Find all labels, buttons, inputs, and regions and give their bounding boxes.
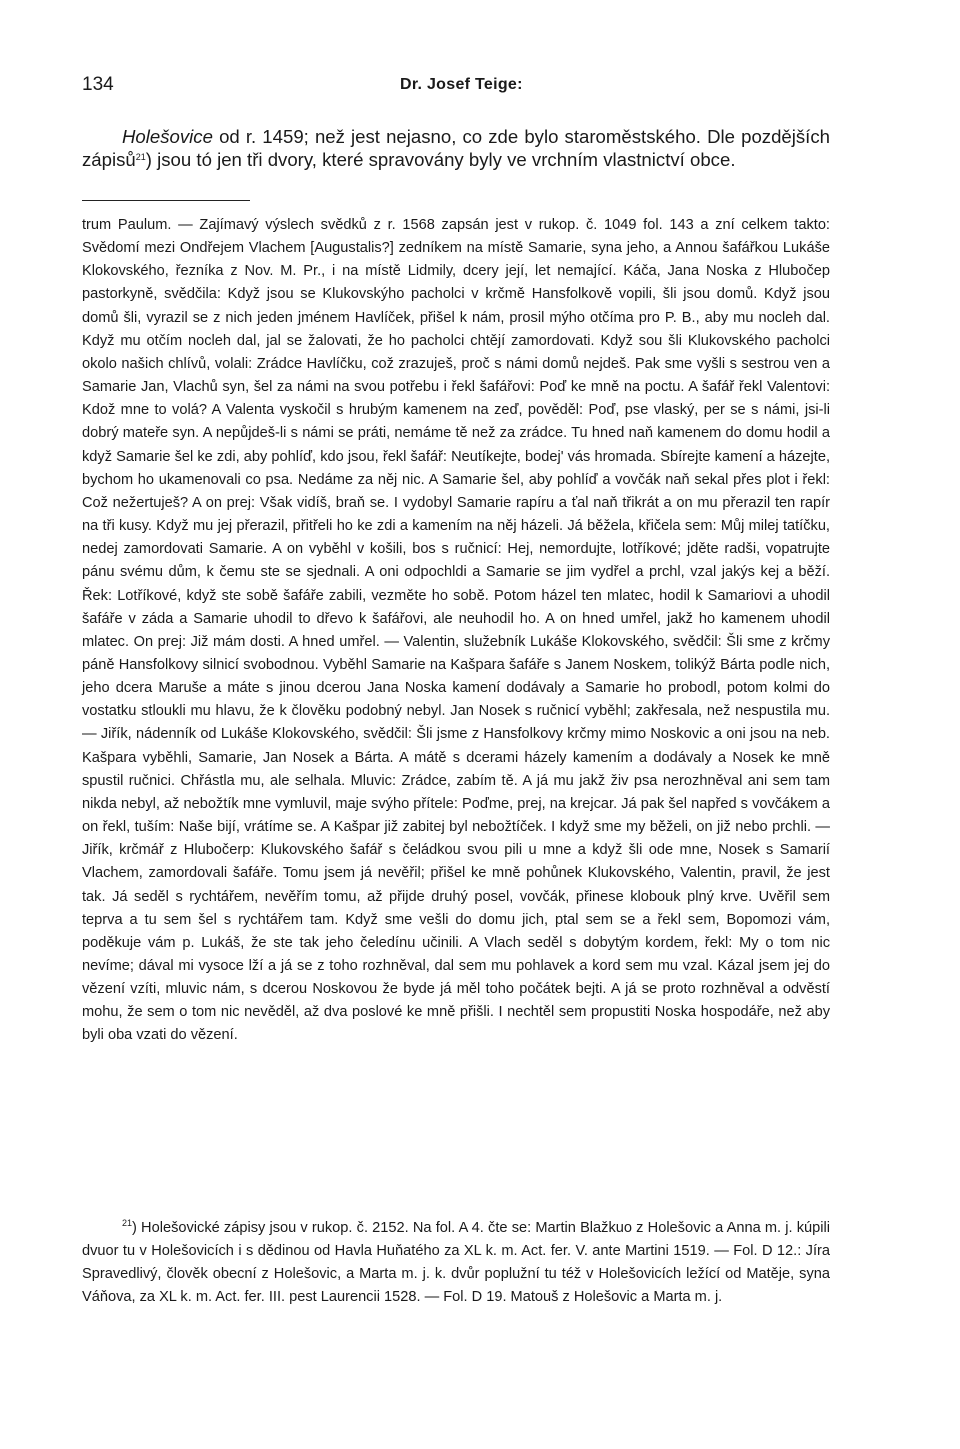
intro-text-before-note: od r. 1459; než jest nejasno, co zde bylo staroměstského. Dle pozdějších zápisů	[82, 126, 830, 170]
footnote-21	[82, 1217, 830, 1310]
running-head: Dr. Josef Teige:	[400, 76, 523, 93]
footnote-separator-rule	[82, 200, 250, 201]
footnote-text: ) Holešovické zápisy jsou v rukop. č. 2152. Na fol. A 4. čte se: Martin Blažkuo z Holešovic a Anna m. j. kúpili dvuor tu v Holešovicích i s dědinou od Havla Huňatého za XL k. m. Act. fer. V. ante Martini 1519. — Fol. D 12.: Jíra Spravedlivý, člověk obecní z Holešovic, a Marta m. j. k. dvůr poplužní tu též v Holešovicích ležící od Matěje, syna Váňova, za XL k. m. Act. fer. III. pest Laurencii 1528. — Fol. D 19. Matouš z Holešovic a Marta m. j.	[82, 1220, 830, 1306]
footnote-marker: 21	[122, 1218, 133, 1228]
footnote-paragraph	[82, 1217, 830, 1310]
footnote-continuation-text: trum Paulum. — Zajímavý výslech svědků z r. 1568 zapsán jest v rukop. č. 1049 fol. 143 a zní celkem takto: Svědomí mezi Ondřejem Vlachem [Augustalis?] zedníkem na místě Samarie, syna jeho, a Annou šafářkou Lukáše Klokovského, řezníka z Nov. M. Pr., i na místě Lidmily, dcery její, let nemající. Káča, Jana Noska z Hlubočep pastorkyně, svědčila: Když jsou se Klukovskýho pacholci v krčmě Hansfolkově vopili, šli jsou domů. Když jsou domů šli, vyrazil se z nich jeden jménem Havlíček, přišel k nám, prosil mýho otčíma pro P. B., aby mu nocleh dal. Když mu otčím nocleh dal, jal se žalovati, že ho pacholci chtějí zamordovati. Když sou šli Klukovského pacholci okolo našich chlívů, volali: Zrádce Havlíčku, což zrazuješ, proč s námi domů nejdeš. Pak sme vyšli s sestrou ven a Samarie Jan, Vlachů syn, šel za námi na svou potřebu i řekl šafářovi: Poď ke mně na poctu. A šafář řekl Valentovi: Kdož mne to volá? A Valenta vyskočil s hrubým kamenem na zeď, pověděl: Poď, pse vlaský, per se s námi, jsi-li dobrý mateře syn. A nepůjdeš-li s námi se práti, nemáme tě než za zrádce. Tu hned naň kamenem do domu hodil a když Samarie šel ke zdi, aby pohlíď, kdo jsou, řekl šafář: Neutíkejte, bodej' vás hromada. Sbírejte kamení a házejte, bychom ho ukamenovali co psa. Nedáme za něj nic. A Samarie šel, aby pohlíď a vovčák naň sekal přes plot i řekl: Což nežertuješ? A on prej: Však vidíš, braň se. I vydobyl Samarie rapíru a ťal naň třikrát a on mu přerazil ten rapír na tři kusy. Když mu jej přerazil, přitřeli ho ke zdi a kamením na něj házeli. Já běžela, křičela sem: Můj milej tatíčku, nedej zamordovati Samarie. A on vyběhl v košili, bos s ručnicí: Hej, nemordujte, lotříkové; jděte radši, vopatrujte pánu svému dům, k čemu ste se sjednali. A oni odpochldi a Samarie se jim vydřel a prchl, vzal jakýs kej a běží. Řek: Lotříkové, když ste sobě šafáře zabili, vezměte ho sobě. Potom házel ten mlatec, hodil k Samariovi a uhodil šafáře v záda a Samarie uhodil to dřevo k šafářovi, ale neuhodil ho. A on hned umřel, jakž ho kamenem uhodil mlatec. On prej: Již mám dosti. A hned umřel. — Valentin, služebník Lukáše Klokovského, svědčil: Šli sme z krčmy páně Hansfolkovy silnicí svobodnou. Vyběhl Samarie na Kašpara šafáře s Janem Noskem, tolikýž Bárta podle nich, jeho dcera Maruše a máte s jinou dcerou Jana Noska kamení dodávaly a Samarie ho probodl, potom kolmi do vostatku stloukli mu hlavu, že k člověku podobný nebyl. Jan Nosek s ručnicí vyběhl; zakřesala, než nespustila mu. — Jiřík, nádenník od Lukáše Klokovského, svědčil: Šli jsme z Hansfolkovy krčmy mimo Noskovic a oni jsou na neb. Kašpara vyběhli, Samarie, Jan Nosek a Bárta. A mátě s dcerami házely kamením a dodávaly a Nosek ke mně spustil ručnici. Chřástla mu, ale selhala. Mluvic: Zrádce, zabím tě. A já mu jakž živ psa nerozhněval ani sem tam nikda nebyl, až nebožtík mne vymluvil, maje svýho přítele: Poďme, prej, na krejcar. Já pak šel napřed s vovčákem a on řekl, tuším: Naše bijí, vrátíme se. A Kašpar již zabitej byl nebožtíček. I když sme my běželi, on již nebo prchli. — Jiřík, krčmář z Hlubočerp: Klukovského šafář s čeládkou svou pili u mne a když šli ode mne, Nosek s Samarií Vlachem, zamordovali šafáře. Tomu jsem já nevěřil; přišel ke mně pohůnek Klukovského, Valentin, pravil, že jest tak. Já seděl s rychtářem, nevěřím tomu, až přijde druhý posel, vovčák, přinese klobouk plný krve. Uvěřil sem teprva a tu sem šel s rychtářem tam. Když sme vešli do domu jich, ptal sem se a řekl sem, Bopomozi vám, poděkuje vám p. Lukáš, že ste tak jeho čeledínu učinili. A Vlach seděl s dobytým kordem, řekl: My o tom nic nevíme; dával mi vysoce lží a já se z toho rozhněval, dal sem mu pohlavek a kord sem mu vzal. Kázal jsem jej do vězení vzíti, mluvic nám, s dcerou Noskovou že byde já měl toho počátek bejti. A já se proto rozhněval a odvěstí mohu, že sem o tom nic nevěděl, až dva poslové ke mně přišli. I nechtěl sem propustiti Noska hospodáře, než aby byli oba vzati do vězení.	[82, 217, 830, 1044]
footnote-continuation	[82, 214, 830, 1048]
intro-text-after-note: ) jsou tó jen tři dvory, které spravovány byly ve vrchním vlastnictví obce.	[145, 149, 736, 170]
intro-paragraph	[82, 125, 830, 171]
intro-place-name: Holešovice	[122, 126, 213, 147]
page-header	[82, 74, 830, 104]
intro-note-marker: 21	[135, 152, 146, 162]
page-number: 134	[82, 74, 114, 95]
